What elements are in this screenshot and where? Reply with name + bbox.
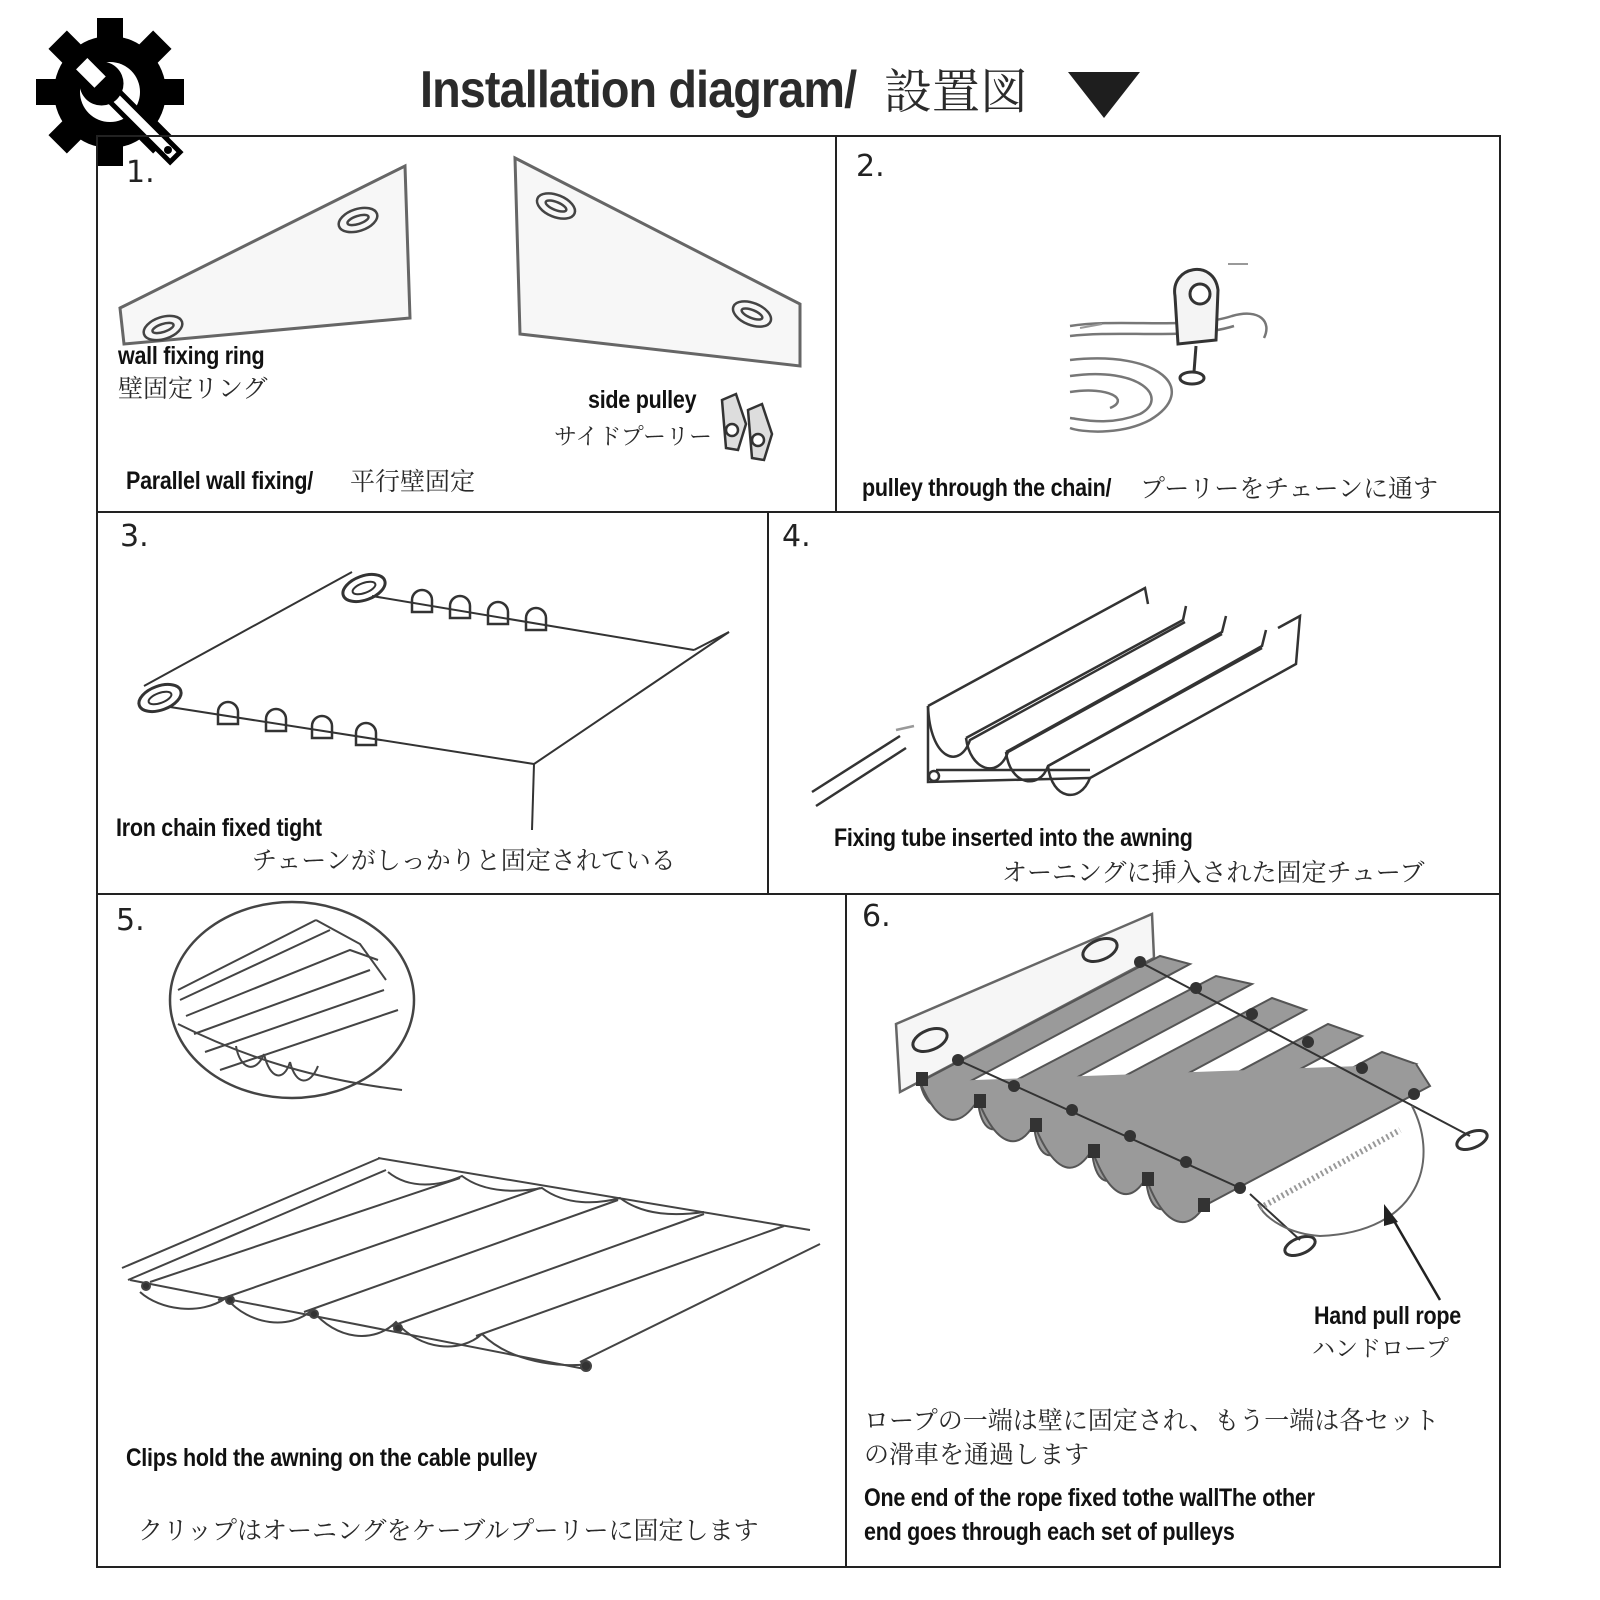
page-title: Installation diagram/	[420, 61, 857, 119]
side-pulley-label: side pulley	[588, 386, 697, 414]
step-6-note-jp-line-2: の滑車を通過します	[864, 1440, 1090, 1469]
step-1-caption: Parallel wall fixing/	[126, 467, 313, 495]
step-6-note-jp-line-1: ロープの一端は壁に固定され、もう一端は各セット	[864, 1406, 1440, 1435]
page-title-jp: 設置図	[884, 64, 1029, 120]
clip-icons	[218, 590, 546, 745]
pulley-icon	[1175, 269, 1218, 384]
hand-pull-rope-label: Hand pull rope	[1314, 1302, 1461, 1330]
step-3-caption-jp: チェーンがしっかりと固定されている	[252, 846, 676, 875]
step-4-caption: Fixing tube inserted into the awning	[834, 824, 1193, 852]
gear-wrench-icon	[36, 18, 191, 173]
step-number-1: 1.	[126, 155, 155, 190]
step-5-caption-jp: クリップはオーニングをケーブルプーリーに固定します	[138, 1516, 759, 1545]
wall-fixing-ring-label-jp: 壁固定リング	[118, 374, 268, 403]
down-triangle-icon	[1068, 72, 1140, 118]
panel-5-illustration	[122, 902, 820, 1371]
step-number-5: 5.	[116, 903, 145, 938]
panel-4-illustration	[812, 588, 1300, 806]
panel-6-illustration	[896, 914, 1490, 1300]
step-number-3: 3.	[120, 519, 149, 554]
hand-rope-pointer	[1390, 1214, 1440, 1300]
step-1-caption-jp: 平行壁固定	[350, 467, 476, 496]
step-4-caption-jp: オーニングに挿入された固定チューブ	[1002, 858, 1425, 887]
step-number-2: 2.	[856, 149, 885, 184]
step-2-caption: pulley through the chain/	[862, 474, 1112, 502]
step-6-note-en-line-1: One end of the rope fixed tothe wallThe other	[864, 1484, 1315, 1512]
side-pulley-icon	[722, 394, 772, 460]
panel-2-illustration	[1070, 264, 1266, 432]
step-2-caption-jp: プーリーをチェーンに通す	[1140, 474, 1439, 503]
panel-1-illustration	[120, 155, 800, 460]
wall-fixing-ring-label: wall fixing ring	[118, 342, 265, 370]
step-5-caption: Clips hold the awning on the cable pulley	[126, 1444, 538, 1472]
step-number-4: 4.	[782, 519, 811, 554]
hand-pull-rope-label-jp: ハンドロープ	[1312, 1336, 1449, 1362]
step-6-note-en-line-2: end goes through each set of pulleys	[864, 1518, 1235, 1546]
panel-3-illustration	[135, 569, 729, 830]
step-3-caption: Iron chain fixed tight	[116, 814, 322, 842]
step-number-6: 6.	[862, 899, 891, 934]
side-pulley-label-jp: サイドプーリー	[554, 424, 713, 450]
